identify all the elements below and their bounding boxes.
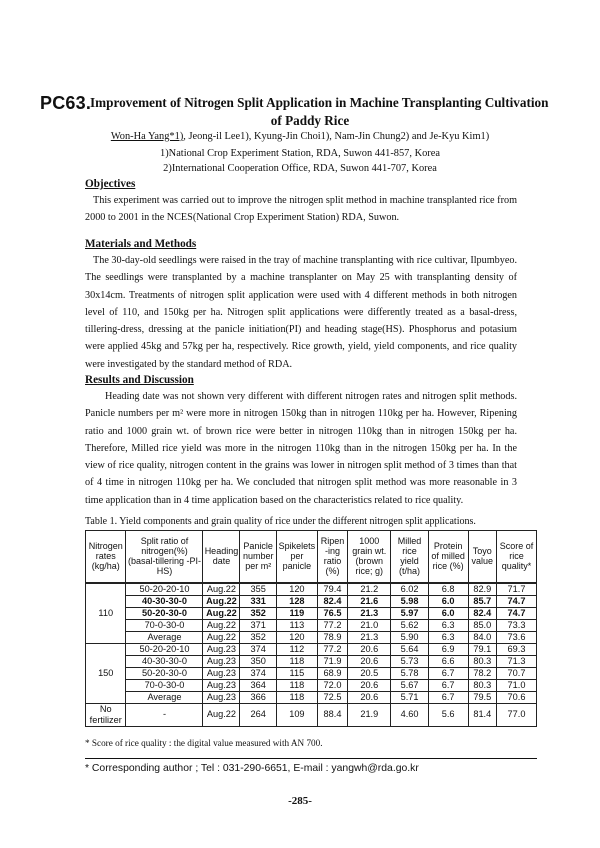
table-cell: 84.0: [468, 631, 496, 643]
nitrogen-rate-cell: 110: [86, 583, 126, 644]
col-header-panicle-number: Panicle number per m²: [240, 531, 277, 583]
table-cell: Aug.23: [203, 691, 240, 703]
table-cell: 6.0: [428, 595, 468, 607]
corresponding-author: * Corresponding author ; Tel : 031-290-6651, E-mail : yangwh@rda.go.kr: [85, 763, 419, 774]
table-cell: 6.0: [428, 607, 468, 619]
table-cell: 112: [276, 643, 317, 655]
table-cell: 374: [240, 667, 277, 679]
col-header-quality-score: Score of rice quality*: [496, 531, 536, 583]
table-cell: 82.9: [468, 583, 496, 596]
table-cell: 6.8: [428, 583, 468, 596]
table-row: [86, 679, 537, 691]
table-cell: 74.7: [496, 607, 536, 619]
table-cell: 118: [276, 691, 317, 703]
table-cell: 77.2: [317, 619, 347, 631]
table-cell: 20.6: [348, 679, 391, 691]
table-cell: Average: [126, 631, 203, 643]
table-cell: 71.7: [496, 583, 536, 596]
methods-heading: Materials and Methods: [85, 238, 197, 250]
table-cell: 5.73: [391, 655, 428, 667]
table-cell: 128: [276, 595, 317, 607]
col-header-grain-weight: 1000 grain wt. (brown rice; g): [348, 531, 391, 583]
table-cell: 20.6: [348, 655, 391, 667]
table-cell: 264: [240, 703, 277, 726]
col-header-heading-date: Heading date: [203, 531, 240, 583]
table-cell: 6.9: [428, 643, 468, 655]
table-cell: 50-20-20-10: [126, 643, 203, 655]
table-cell: 77.0: [496, 703, 536, 726]
table-cell: 5.98: [391, 595, 428, 607]
results-heading: Results and Discussion: [85, 374, 194, 386]
table-cell: 21.0: [348, 619, 391, 631]
paper-code: PC63.: [40, 93, 92, 113]
table-cell: 50-20-30-0: [126, 607, 203, 619]
table-cell: 119: [276, 607, 317, 619]
table-cell: 120: [276, 631, 317, 643]
yield-quality-table: [85, 530, 537, 727]
objectives-heading: Objectives: [85, 178, 136, 190]
table-cell: 71.3: [496, 655, 536, 667]
table-cell: 366: [240, 691, 277, 703]
table-cell: 355: [240, 583, 277, 596]
table-cell: 50-20-30-0: [126, 667, 203, 679]
col-header-milled-yield: Milled rice yield (t/ha): [391, 531, 428, 583]
co-authors: , Jeong-il Lee1), Kyung-Jin Choi1), Nam-Jin Chung2) and Je-Kyu Kim1): [183, 131, 490, 142]
table-cell: 21.6: [348, 595, 391, 607]
col-header-protein: Protein of milled rice (%): [428, 531, 468, 583]
table-cell: 6.7: [428, 679, 468, 691]
nitrogen-rate-cell: 150: [86, 643, 126, 703]
table-cell: 5.67: [391, 679, 428, 691]
table-cell: 20.5: [348, 667, 391, 679]
table-cell: 68.9: [317, 667, 347, 679]
table-cell: 82.4: [468, 607, 496, 619]
average-row: [86, 691, 537, 703]
paper-title-line-1: Improvement of Nitrogen Split Application in Machine Transplanting Cultivation: [90, 95, 549, 110]
table-cell: 71.0: [496, 679, 536, 691]
table-cell: Average: [126, 691, 203, 703]
table-header-row: [86, 531, 537, 583]
table-cell: Aug.23: [203, 655, 240, 667]
table-footnote: * Score of rice quality : the digital value measured with AN 700.: [85, 738, 323, 748]
affiliation-1: 1)National Crop Experiment Station, RDA, Suwon 441-857, Korea: [160, 148, 440, 159]
col-header-toyo-value: Toyo value: [468, 531, 496, 583]
table-cell: 79.5: [468, 691, 496, 703]
table-cell: 73.6: [496, 631, 536, 643]
page-number: -285-: [288, 795, 312, 807]
table-cell: Aug.22: [203, 703, 240, 726]
nitrogen-rate-cell: No fertilizer: [86, 703, 126, 726]
affiliation-2: 2)International Cooperation Office, RDA, Suwon 441-707, Korea: [163, 163, 437, 174]
table-cell: 69.3: [496, 643, 536, 655]
table-cell: 85.7: [468, 595, 496, 607]
table-cell: 5.97: [391, 607, 428, 619]
table-row: [86, 595, 537, 607]
paper-title-line-2: of Paddy Rice: [270, 113, 350, 128]
methods-text: The 30-day-old seedlings were raised in the tray of machine transplanting with rice cultivar, Ilpumbyeo. The seedlings were transplanted by a machine transplanter on May 25 with transplanting density of 30x14cm. Treatments of nitrogen split application were used with 4 different methods in both nitrogen level of 110, and 150kg per ha. Nitrogen split applications were differently treated as a basal-dress, tillering-dress, dressing at the panicle initiation(PI) and heading stage(HS). Phosphorus and potasium were applied 45kg and 57kg per ha, respectively. Rice growth, yield, yield components, and rice quality were investigated by the standard method of RDA.: [85, 255, 517, 370]
table-cell: 120: [276, 583, 317, 596]
table-cell: 350: [240, 655, 277, 667]
table-cell: 78.9: [317, 631, 347, 643]
table-cell: 5.62: [391, 619, 428, 631]
table-cell: 5.71: [391, 691, 428, 703]
table-cell: 6.3: [428, 631, 468, 643]
table-cell: 352: [240, 607, 277, 619]
col-header-spikelets: Spikelets per panicle: [276, 531, 317, 583]
table-cell: 6.6: [428, 655, 468, 667]
table-cell: 21.3: [348, 631, 391, 643]
table-cell: Aug.22: [203, 619, 240, 631]
col-header-nitrogen-rates: Nitrogen rates (kg/ha): [86, 531, 126, 583]
col-header-split-ratio: Split ratio of nitrogen(%) (basal-tillering -PI-HS): [126, 531, 203, 583]
table-cell: 82.4: [317, 595, 347, 607]
col-header-ripening-ratio: Ripen -ing ratio (%): [317, 531, 347, 583]
table-cell: 6.7: [428, 691, 468, 703]
table-cell: 5.64: [391, 643, 428, 655]
table-cell: Aug.22: [203, 595, 240, 607]
table-cell: 70.6: [496, 691, 536, 703]
table-cell: 40-30-30-0: [126, 655, 203, 667]
table-cell: 81.4: [468, 703, 496, 726]
table-cell: 109: [276, 703, 317, 726]
table-cell: 79.1: [468, 643, 496, 655]
table-cell: 20.6: [348, 691, 391, 703]
table-cell: 6.7: [428, 667, 468, 679]
table-cell: 6.02: [391, 583, 428, 596]
table-cell: -: [126, 703, 203, 726]
table-cell: 21.3: [348, 607, 391, 619]
table-cell: Aug.22: [203, 631, 240, 643]
table-cell: 80.3: [468, 679, 496, 691]
table-cell: 70-0-30-0: [126, 679, 203, 691]
table-cell: 85.0: [468, 619, 496, 631]
table-cell: Aug.23: [203, 679, 240, 691]
author-list: [0, 131, 600, 142]
table-caption: Table 1. Yield components and grain quality of rice under the different nitrogen split applications.: [85, 516, 476, 527]
table-row: [86, 619, 537, 631]
table-cell: Aug.22: [203, 607, 240, 619]
results-text: Heading date was not shown very different with different nitrogen rates and nitrogen split methods. Panicle numbers per m² were more in nitrogen 150kg than in nitrogen 110kg per ha. However, Ripening ratio and 1000 grain wt. of brown rice were better in nitrogen 110kg than in nitrogen 150kg per ha. Therefore, Milled rice yield was more in the nitrogen 110kg than in the nitrogen 150kg per ha. In the view of rice quality, nitrogen content in the grains was lower in nitrogen split method of 3 times than that of 4 time in nitrogen 110kg per ha. We concluded that nitrogen split method was more reasonable in 3 time application than in 4 time application based on the characteristics related to rice quality.: [85, 391, 517, 506]
table-cell: 79.4: [317, 583, 347, 596]
table-cell: 5.6: [428, 703, 468, 726]
table-cell: 80.3: [468, 655, 496, 667]
table-row: [86, 667, 537, 679]
table-cell: 77.2: [317, 643, 347, 655]
no-fertilizer-row: [86, 703, 537, 726]
table-cell: 70.7: [496, 667, 536, 679]
table-cell: Aug.23: [203, 667, 240, 679]
table-cell: 5.90: [391, 631, 428, 643]
table-row: [86, 655, 537, 667]
table-row: [86, 643, 537, 655]
table-cell: 5.78: [391, 667, 428, 679]
table-cell: 113: [276, 619, 317, 631]
average-row: [86, 631, 537, 643]
table-cell: 78.2: [468, 667, 496, 679]
table-cell: 331: [240, 595, 277, 607]
table-cell: 71.9: [317, 655, 347, 667]
table-cell: 73.3: [496, 619, 536, 631]
table-cell: 40-30-30-0: [126, 595, 203, 607]
table-cell: 74.7: [496, 595, 536, 607]
table-cell: 118: [276, 679, 317, 691]
table-cell: 20.6: [348, 643, 391, 655]
table-cell: Aug.23: [203, 643, 240, 655]
table-cell: 4.60: [391, 703, 428, 726]
table-cell: 21.2: [348, 583, 391, 596]
table-cell: 118: [276, 655, 317, 667]
table-cell: 21.9: [348, 703, 391, 726]
table-cell: 72.0: [317, 679, 347, 691]
table-row: [86, 607, 537, 619]
table-cell: 371: [240, 619, 277, 631]
table-cell: 50-20-20-10: [126, 583, 203, 596]
table-cell: 115: [276, 667, 317, 679]
table-cell: 374: [240, 643, 277, 655]
table-cell: 70-0-30-0: [126, 619, 203, 631]
footer-rule: [85, 758, 537, 759]
table-cell: Aug.22: [203, 583, 240, 596]
table-cell: 76.5: [317, 607, 347, 619]
table-cell: 72.5: [317, 691, 347, 703]
table-cell: 352: [240, 631, 277, 643]
table-cell: 88.4: [317, 703, 347, 726]
table-cell: 364: [240, 679, 277, 691]
objectives-text: This experiment was carried out to improve the nitrogen split method in machine transplanted rice from 2000 to 2001 in the NCES(National Crop Experiment Station) RDA, Suwon.: [85, 195, 517, 224]
lead-author: Won-Ha Yang*1): [110, 131, 184, 142]
table-row: [86, 583, 537, 596]
table-cell: 6.3: [428, 619, 468, 631]
